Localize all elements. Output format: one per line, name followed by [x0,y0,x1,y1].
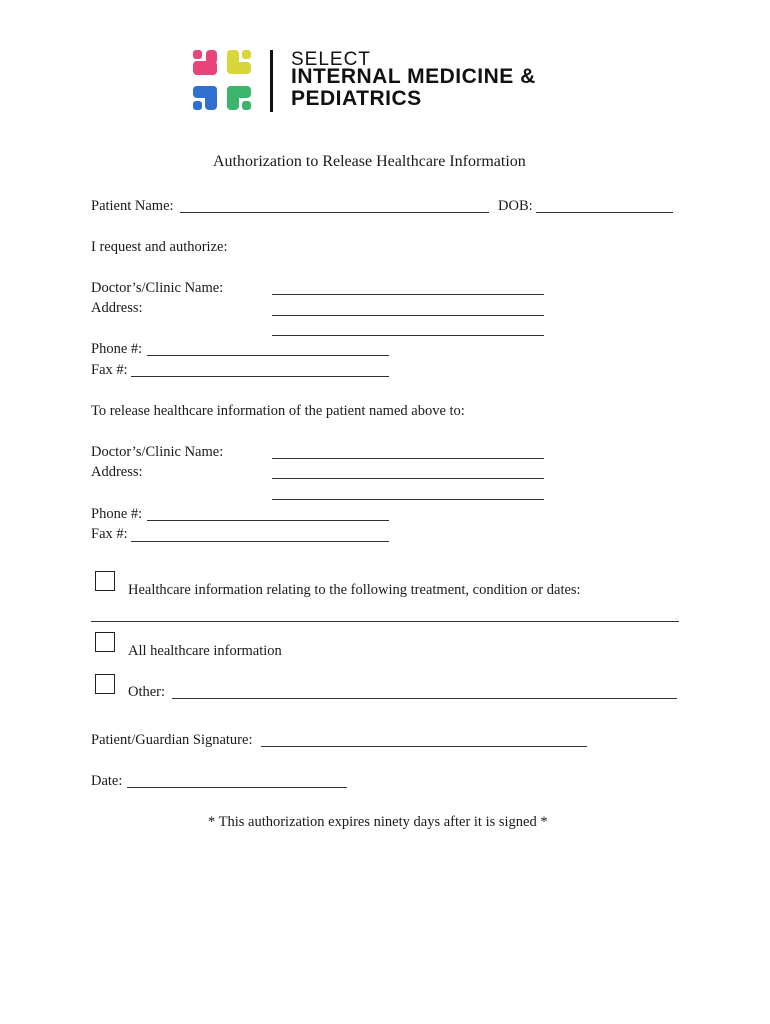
to-clinic-field[interactable] [272,458,544,459]
form-title: Authorization to Release Healthcare Information [213,153,526,170]
all-info-checkbox[interactable] [95,632,115,652]
date-label: Date: [91,773,123,789]
date-field[interactable] [127,787,347,788]
other-label: Other: [128,684,166,700]
from-address-field-1[interactable] [272,315,544,316]
logo-mark-blue-tab [205,86,217,110]
logo-mark-yellow-dot [242,50,251,59]
to-phone-field[interactable] [147,520,389,521]
to-fax-field[interactable] [131,541,389,542]
from-address-label: Address: [91,300,143,316]
logo-mark-yellow-tab [227,62,251,74]
from-clinic-field[interactable] [272,294,544,295]
logo-mark-pink [193,50,202,59]
from-fax-label: Fax #: [91,362,128,378]
all-info-label: All healthcare information [128,643,282,659]
logo-line-2: INTERNAL MEDICINE & [291,65,536,88]
logo-mark-green-tab [227,86,251,98]
to-address-field-1[interactable] [272,478,544,479]
to-clinic-label: Doctor’s/Clinic Name: [91,444,224,460]
request-text: I request and authorize: [91,239,228,255]
dob-label: DOB: [498,198,533,214]
logo-mark-green-dot [242,101,251,110]
logo-line-1: SELECT [291,49,371,70]
specific-info-label: Healthcare information relating to the following treatment, condition or dates: [128,582,581,598]
other-field[interactable] [172,698,677,699]
from-clinic-label: Doctor’s/Clinic Name: [91,280,224,296]
logo-divider [270,50,273,112]
specific-info-field[interactable] [91,621,679,622]
logo-mark-pink-tab [206,50,217,64]
logo-line-3: PEDIATRICS [291,87,422,110]
signature-label: Patient/Guardian Signature: [91,732,253,748]
to-fax-label: Fax #: [91,526,128,542]
to-address-field-2[interactable] [272,499,544,500]
expiry-note: * This authorization expires ninety days after it is signed * [208,814,548,830]
patient-name-label: Patient Name: [91,198,174,214]
patient-name-field[interactable] [180,212,489,213]
from-fax-field[interactable] [131,376,389,377]
to-address-label: Address: [91,464,143,480]
from-address-field-2[interactable] [272,335,544,336]
specific-info-checkbox[interactable] [95,571,115,591]
other-checkbox[interactable] [95,674,115,694]
from-phone-label: Phone #: [91,341,143,357]
to-phone-label: Phone #: [91,506,143,522]
release-text: To release healthcare information of the patient named above to: [91,403,465,419]
dob-field[interactable] [536,212,673,213]
from-phone-field[interactable] [147,355,389,356]
logo-mark-blue-dot [193,101,202,110]
signature-field[interactable] [261,746,587,747]
